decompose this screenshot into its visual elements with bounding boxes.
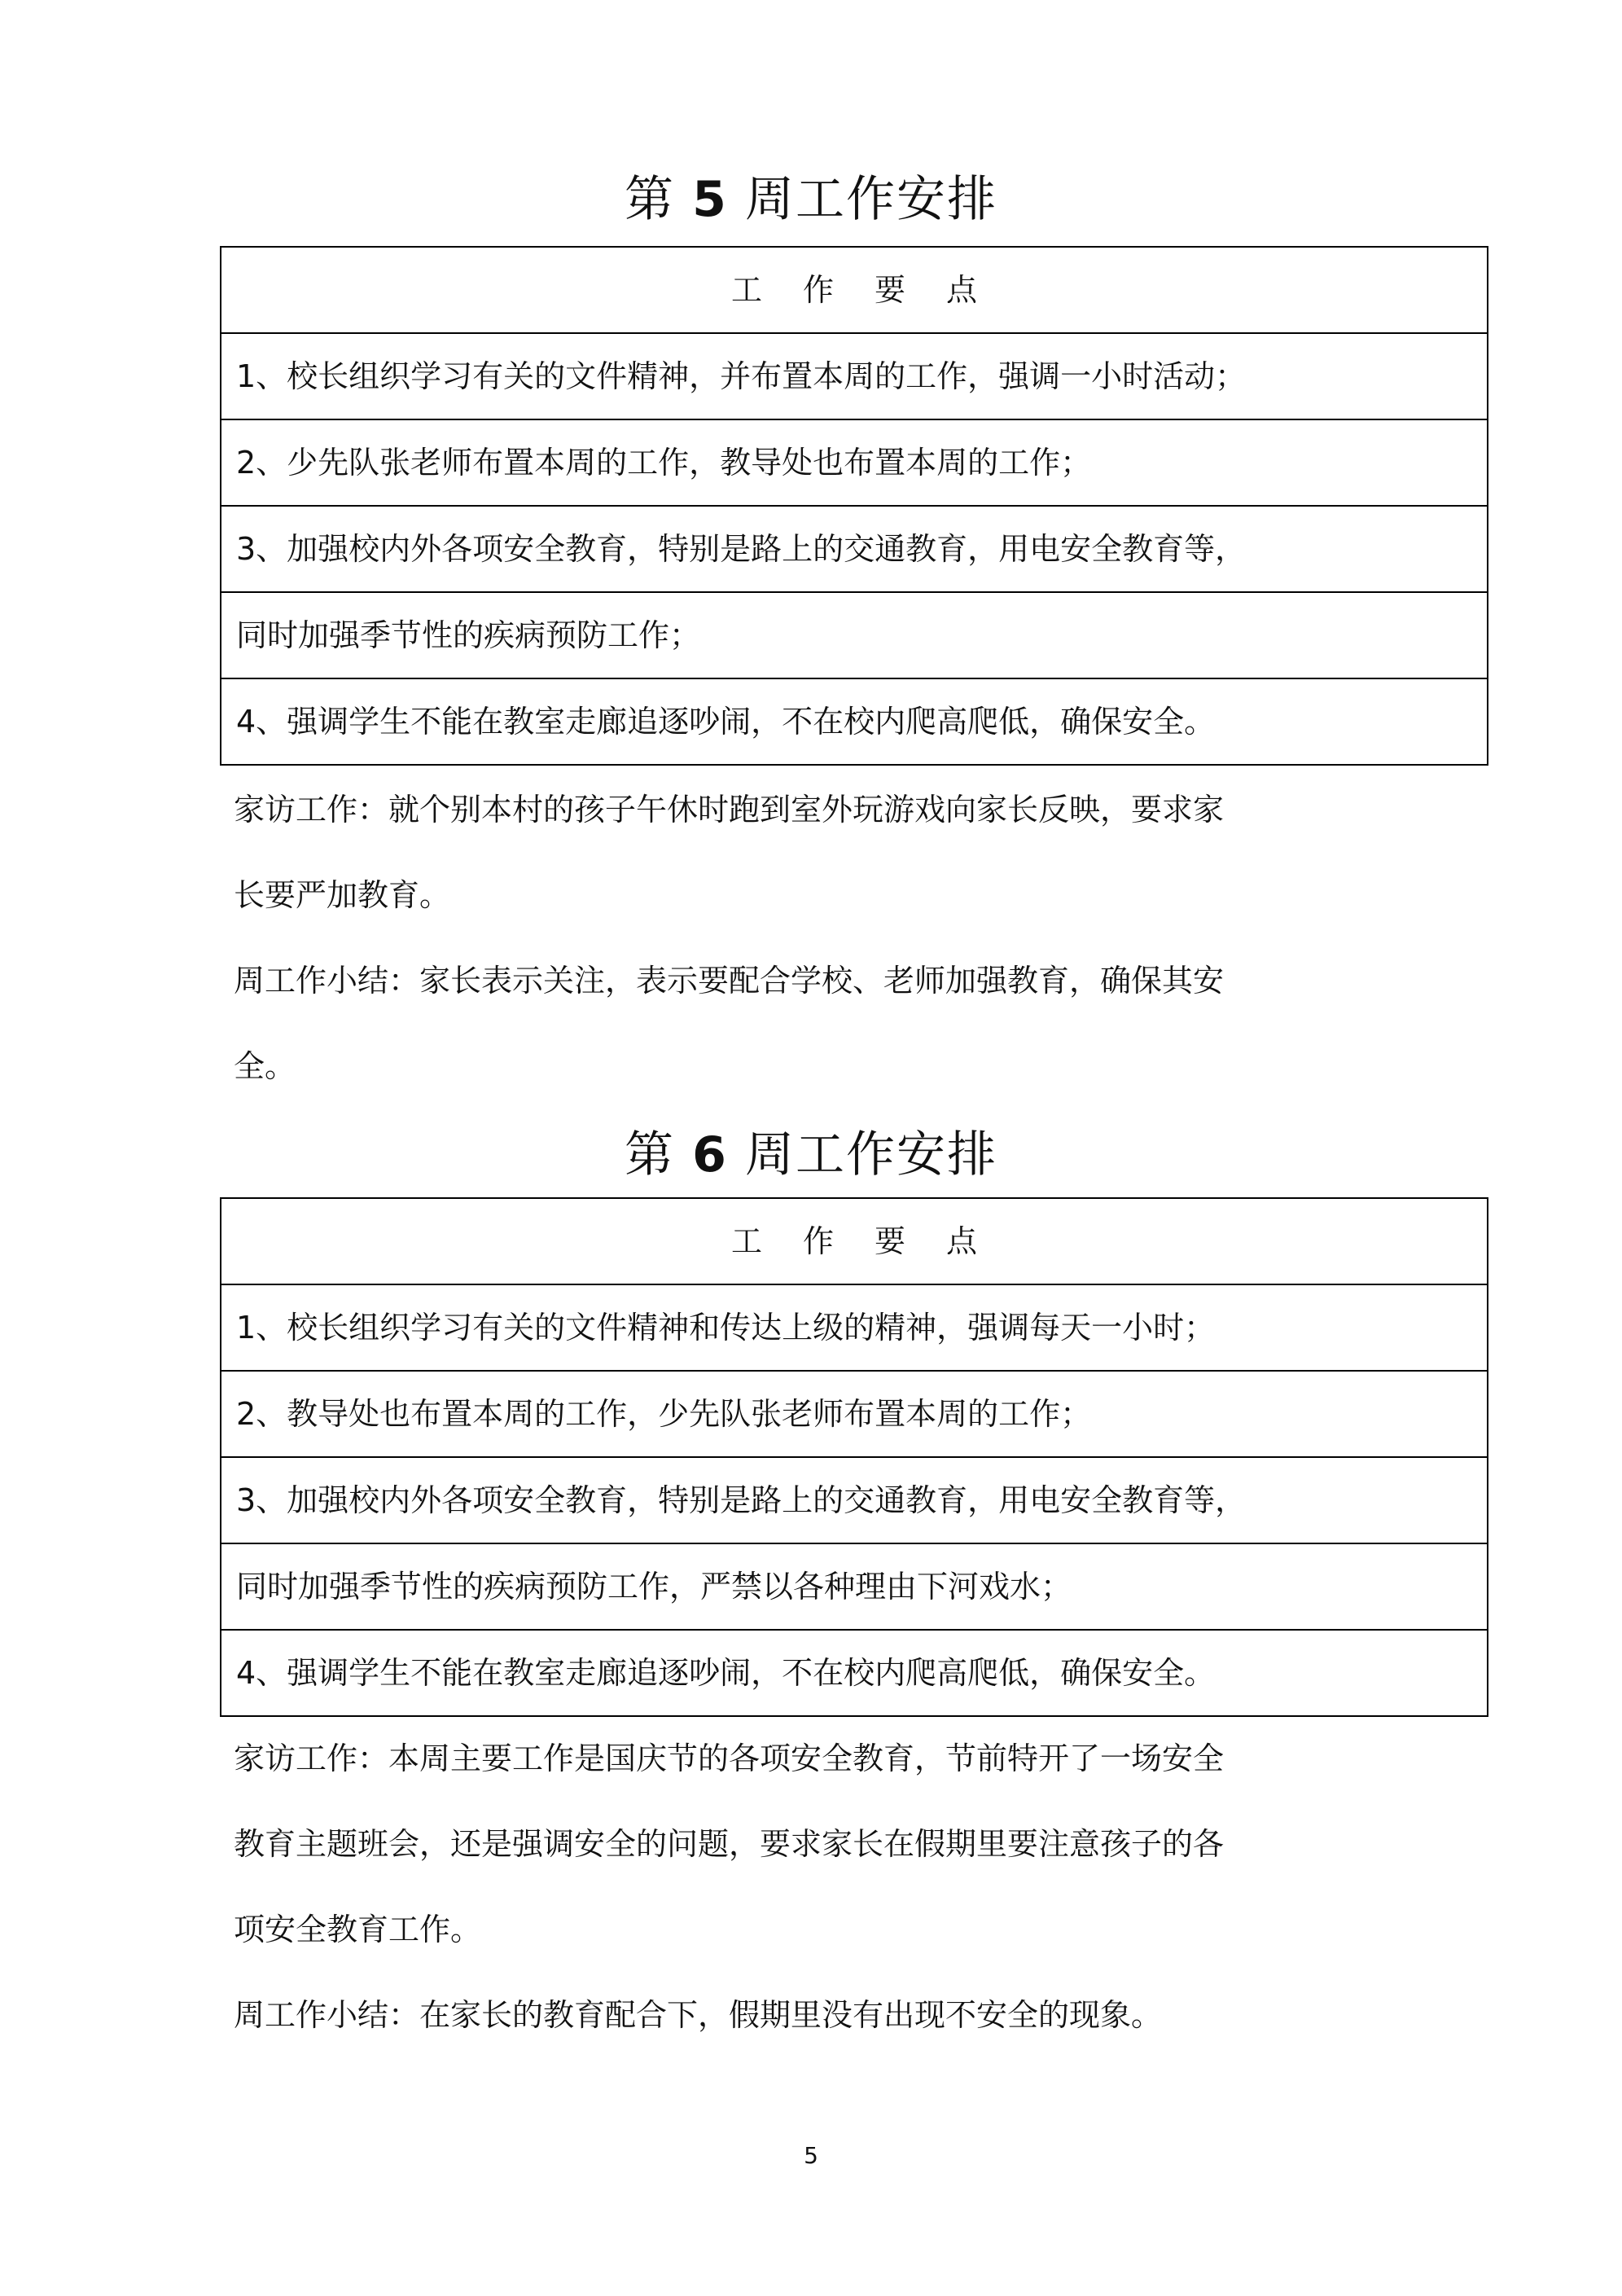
plan-item: 4、强调学生不能在教室走廊追逐吵闹，不在校内爬高爬低，确保安全。 (221, 678, 1488, 765)
table-row (221, 506, 1488, 592)
week-5-title (0, 167, 1622, 232)
home-visit-line-1 (234, 1739, 1471, 1778)
summary-text: 全。 (234, 1048, 296, 1086)
home-visit-line-3 (234, 1910, 1471, 1949)
title-suffix: 周工作安排 (744, 1126, 997, 1183)
table-row (221, 333, 1488, 419)
plan-item: 1、校长组织学习有关的文件精神，并布置本周的工作，强调一小时活动； (221, 333, 1488, 419)
home-visit-line-2 (234, 876, 1471, 915)
plan-item: 2、教导处也布置本周的工作，少先队张老师布置本周的工作； (221, 1371, 1488, 1457)
plan-item: 3、加强校内外各项安全教育，特别是路上的交通教育，用电安全教育等， (221, 1457, 1488, 1543)
home-visit-text: 就个别本村的孩子午休时跑到室外玩游戏向家长反映，要求家 (388, 792, 1224, 829)
plan-item: 同时加强季节性的疾病预防工作，严禁以各种理由下河戏水； (221, 1543, 1488, 1630)
table-row (221, 592, 1488, 678)
plan-item: 3、加强校内外各项安全教育，特别是路上的交通教育，用电安全教育等， (221, 506, 1488, 592)
plan-item: 1、校长组织学习有关的文件精神和传达上级的精神，强调每天一小时； (221, 1284, 1488, 1371)
summary-label: 周工作小结： (234, 963, 420, 999)
page-number: 5 (804, 2142, 818, 2169)
home-visit-text: 长要严加教育。 (234, 877, 450, 915)
table-header-row (221, 1198, 1488, 1284)
summary-line-1 (234, 1995, 1471, 2035)
summary-text: 在家长的教育配合下，假期里没有出现不安全的现象。 (419, 1997, 1162, 2035)
plan-item: 同时加强季节性的疾病预防工作； (221, 592, 1488, 678)
title-prefix: 第 (625, 1126, 676, 1183)
table-header: 工作要点 (221, 1198, 1488, 1284)
table-row (221, 1284, 1488, 1371)
table-header: 工作要点 (221, 247, 1488, 333)
home-visit-label: 家访工作： (234, 1741, 389, 1776)
table-header-row (221, 247, 1488, 333)
week-6-title (0, 1122, 1622, 1188)
table-row (221, 1543, 1488, 1630)
table-row (221, 1371, 1488, 1457)
table-row (221, 678, 1488, 765)
summary-text: 家长表示关注，表示要配合学校、老师加强教育，确保其安 (419, 963, 1224, 1000)
week-6-plan-table (220, 1197, 1488, 1717)
home-visit-text: 教育主题班会，还是强调安全的问题，要求家长在假期里要注意孩子的各 (234, 1826, 1224, 1864)
home-visit-line-2 (234, 1824, 1471, 1864)
week-number: 6 (692, 1126, 728, 1183)
title-prefix: 第 (625, 171, 676, 228)
plan-item: 2、少先队张老师布置本周的工作，教导处也布置本周的工作； (221, 419, 1488, 506)
week-number: 5 (692, 171, 728, 228)
table-row (221, 1630, 1488, 1716)
home-visit-label: 家访工作： (234, 792, 389, 828)
home-visit-text: 本周主要工作是国庆节的各项安全教育，节前特开了一场安全 (388, 1741, 1224, 1778)
title-suffix: 周工作安排 (744, 171, 997, 228)
home-visit-line-1 (234, 790, 1471, 829)
table-row (221, 419, 1488, 506)
home-visit-text: 项安全教育工作。 (234, 1912, 481, 1949)
summary-line-1 (234, 961, 1471, 1000)
summary-label: 周工作小结： (234, 1997, 420, 2033)
week-5-plan-table (220, 246, 1488, 766)
table-row (221, 1457, 1488, 1543)
plan-item: 4、强调学生不能在教室走廊追逐吵闹，不在校内爬高爬低，确保安全。 (221, 1630, 1488, 1716)
summary-line-2 (234, 1047, 1471, 1086)
